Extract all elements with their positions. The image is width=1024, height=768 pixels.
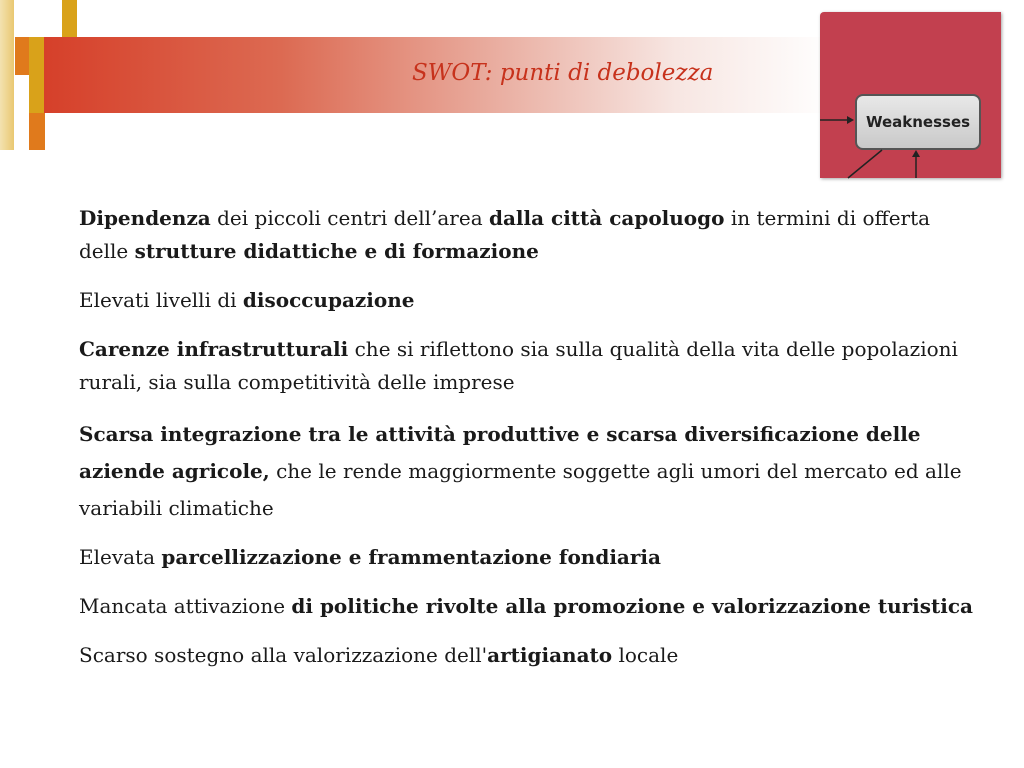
text-bold: artigianato — [487, 643, 613, 667]
text-bold: strutture didattiche e di formazione — [134, 239, 539, 263]
arrow-up-head — [912, 150, 920, 157]
text-bold: Dipendenza — [79, 206, 211, 230]
paragraph-artigianato — [79, 639, 984, 672]
paragraph-dipendenza — [79, 202, 984, 268]
bullet-list — [79, 202, 984, 672]
text: locale — [612, 643, 679, 667]
text-bold: Scarsa integrazione tra le attività produttive e scarsa diversificazione delle aziende agricole, — [79, 422, 921, 483]
arrow-down-left — [848, 150, 882, 178]
paragraph-integrazione — [79, 416, 984, 527]
text-bold: parcellizzazione e frammentazione fondiaria — [161, 545, 661, 569]
deco-square-gold-small — [62, 0, 77, 37]
paragraph-carenze — [79, 333, 984, 399]
paragraph-turistica — [79, 590, 984, 623]
deco-square-gold-top — [0, 0, 14, 150]
deco-square-orange-low — [29, 113, 45, 150]
paragraph-disoccupazione — [79, 284, 984, 317]
text: Elevata — [79, 545, 162, 569]
text: dei piccoli centri dell’area — [210, 206, 489, 230]
text-bold: disoccupazione — [242, 288, 415, 312]
weaknesses-box: Weaknesses — [855, 94, 981, 150]
text: in termini di offerta delle — [79, 206, 931, 263]
text-bold: di politiche rivolte alla promozione e valorizzazione turistica — [291, 594, 973, 618]
text-bold: Carenze infrastrutturali — [79, 337, 349, 361]
text: che le rende maggiormente soggette agli umori del mercato ed alle variabili climatiche — [79, 459, 962, 520]
text-bold: dalla città capoluogo — [488, 206, 725, 230]
text: Mancata attivazione — [79, 594, 292, 618]
graphic-arrows — [820, 12, 1001, 182]
text: che si riflettono sia sulla qualità della vita delle popolazioni rurali, sia sulla competitività delle imprese — [79, 337, 958, 394]
deco-square-orange — [15, 37, 29, 75]
slide-title: SWOT: punti di debolezza — [412, 60, 714, 86]
arrow-left-head — [847, 116, 854, 124]
paragraph-parcellizzazione — [79, 541, 984, 574]
text: Elevati livelli di — [79, 288, 243, 312]
deco-square-gold-bar — [29, 37, 45, 113]
text: Scarso sostegno alla valorizzazione dell' — [79, 643, 488, 667]
